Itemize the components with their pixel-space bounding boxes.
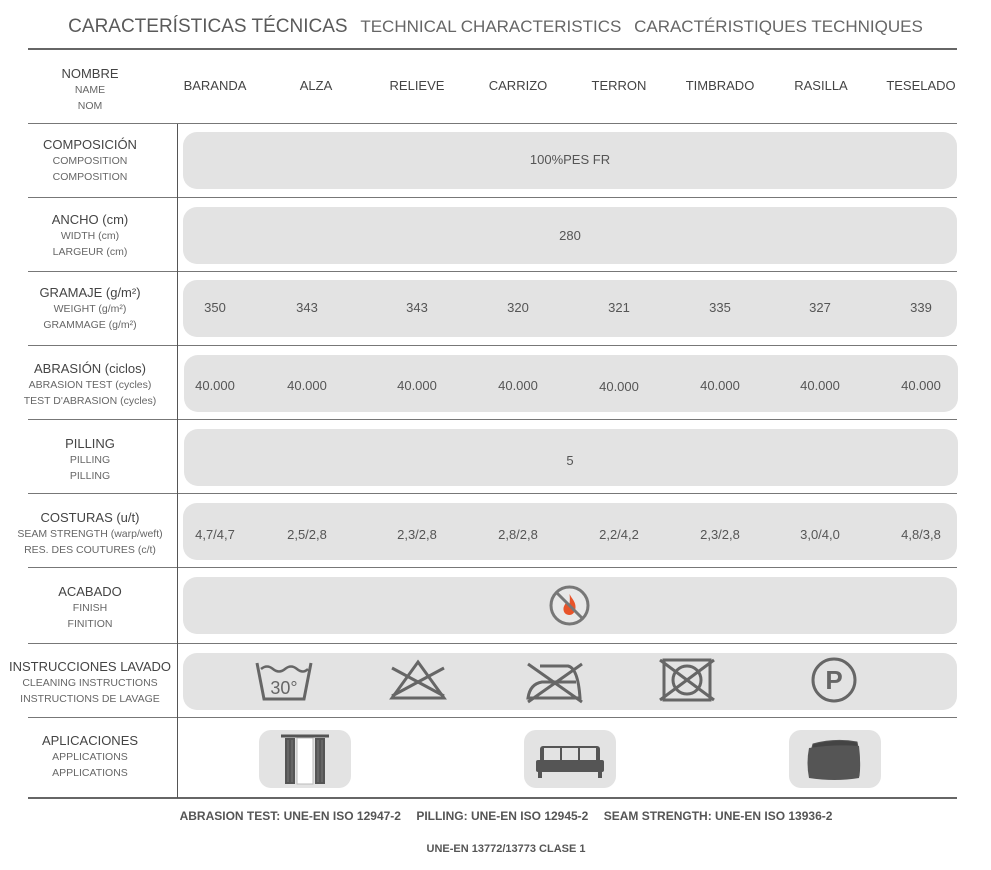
application-cushion [789, 730, 881, 788]
name-row-label [8, 66, 172, 114]
row-divider [28, 419, 957, 420]
row-divider [28, 271, 957, 272]
product-name: ALZA [299, 78, 333, 93]
footer-pilling: PILLING: UNE-EN ISO 12945-2 [416, 809, 589, 823]
title-fr: CARACTÉRISTIQUES TECHNIQUES [634, 17, 923, 36]
seam-value: 2,2/4,2 [599, 527, 639, 542]
label-en: ABRASION TEST (cycles) [28, 379, 152, 391]
label-fr: GRAMMAGE (g/m²) [43, 319, 137, 331]
footer-seam-strength: SEAM STRENGTH: UNE-EN ISO 13936-2 [603, 809, 833, 823]
composition-row-label [8, 137, 172, 185]
application-sofa [524, 730, 616, 788]
label-column-divider [177, 124, 178, 798]
label-en: WIDTH (cm) [60, 230, 120, 242]
label-fr: LARGEUR (cm) [52, 246, 128, 258]
label-es: APLICACIONES [41, 733, 139, 748]
label-es: PILLING [65, 436, 115, 451]
no-bleach-icon [388, 658, 448, 702]
weight-value: 343 [406, 300, 428, 315]
product-name: BARANDA [183, 78, 247, 93]
label-fr: INSTRUCTIONS DE LAVAGE [20, 693, 160, 705]
width-value: 280 [559, 228, 581, 243]
application-curtain [259, 730, 351, 788]
label-en: WEIGHT (g/m²) [53, 303, 127, 315]
label-fr: RES. DES COUTURES (c/t) [24, 544, 156, 556]
no-tumble-dry-icon [658, 656, 716, 704]
weight-value: 320 [507, 300, 529, 315]
cushion-icon [789, 730, 881, 788]
product-name: TIMBRADO [685, 78, 755, 93]
abrasion-value: 40.000 [397, 378, 437, 393]
abrasion-value: 40.000 [195, 378, 235, 393]
weight-value: 343 [296, 300, 318, 315]
pilling-row-label [8, 436, 172, 484]
label-es: ANCHO (cm) [51, 212, 129, 227]
label-es: COSTURAS (u/t) [40, 510, 140, 525]
label-en: SEAM STRENGTH (warp/weft) [17, 528, 163, 540]
abrasion-value: 40.000 [700, 378, 740, 393]
label-fr: NOM [77, 100, 103, 112]
footer-standards [0, 809, 991, 823]
footer-abrasion-test: ABRASION TEST: UNE-EN ISO 12947-2 [179, 809, 401, 823]
label-es: COMPOSICIÓN [43, 137, 137, 152]
product-name: TESELADO [886, 78, 956, 93]
wash-30-icon [254, 659, 314, 703]
abrasion-row-label [8, 361, 172, 409]
weight-value: 350 [204, 300, 226, 315]
seams-row-label [8, 510, 172, 558]
sofa-icon [524, 730, 616, 788]
finish-row-label [8, 584, 172, 632]
label-fr: FINITION [67, 618, 113, 630]
fire-retardant-icon [548, 584, 591, 627]
weight-value: 327 [809, 300, 831, 315]
product-name: RELIEVE [389, 78, 445, 93]
label-en: NAME [74, 84, 106, 96]
label-es: ACABADO [58, 584, 122, 599]
product-name: TERRON [591, 78, 647, 93]
applications-row-label [8, 733, 172, 781]
top-divider [28, 48, 957, 50]
label-en: APPLICATIONS [52, 751, 128, 763]
weight-row-label [8, 285, 172, 333]
label-fr: APPLICATIONS [52, 767, 128, 779]
label-es: INSTRUCCIONES LAVADO [8, 659, 172, 674]
row-divider [28, 493, 957, 494]
seam-value: 2,3/2,8 [700, 527, 740, 542]
bottom-divider [28, 797, 957, 799]
seam-value: 3,0/4,0 [800, 527, 840, 542]
abrasion-value: 40.000 [800, 378, 840, 393]
title-es: CARACTERÍSTICAS TÉCNICAS [68, 16, 348, 37]
composition-value: 100%PES FR [529, 152, 611, 167]
label-en: PILLING [69, 454, 111, 466]
row-divider [28, 123, 957, 124]
footer-class-standard: UNE-EN 13772/13773 CLASE 1 [426, 843, 586, 855]
cleaning-row-label [8, 659, 172, 707]
title-en: TECHNICAL CHARACTERISTICS [360, 17, 622, 36]
row-divider [28, 717, 957, 718]
wash-temp-label: 30° [270, 678, 298, 698]
seam-value: 4,8/3,8 [901, 527, 941, 542]
row-divider [28, 197, 957, 198]
seam-value: 2,8/2,8 [498, 527, 538, 542]
label-fr: PILLING [69, 470, 111, 482]
row-divider [28, 345, 957, 346]
label-es: ABRASIÓN (ciclos) [34, 361, 146, 376]
weight-value: 339 [910, 300, 932, 315]
label-fr: COMPOSITION [52, 171, 128, 183]
dry-clean-p-icon [810, 656, 858, 704]
abrasion-value: 40.000 [287, 378, 327, 393]
label-en: FINISH [72, 602, 108, 614]
label-fr: TEST D'ABRASION (cycles) [23, 395, 157, 407]
pilling-value: 5 [566, 453, 574, 468]
no-iron-icon [524, 658, 584, 704]
row-divider [28, 643, 957, 644]
page-title [0, 16, 991, 38]
row-divider [28, 567, 957, 568]
abrasion-value: 40.000 [901, 378, 941, 393]
product-name: RASILLA [794, 78, 848, 93]
dry-clean-letter: P [825, 665, 843, 695]
product-name: CARRIZO [488, 78, 548, 93]
label-es: GRAMAJE (g/m²) [39, 285, 141, 300]
curtain-icon [259, 730, 351, 788]
label-en: COMPOSITION [52, 155, 128, 167]
seam-value: 2,3/2,8 [397, 527, 437, 542]
seam-value: 4,7/4,7 [195, 527, 235, 542]
abrasion-value: 40.000 [599, 379, 639, 394]
weight-value: 335 [709, 300, 731, 315]
seam-value: 2,5/2,8 [287, 527, 327, 542]
abrasion-value: 40.000 [498, 378, 538, 393]
weight-value: 321 [608, 300, 630, 315]
label-es: NOMBRE [61, 66, 119, 81]
width-row-label [8, 212, 172, 260]
label-en: CLEANING INSTRUCTIONS [22, 677, 158, 689]
